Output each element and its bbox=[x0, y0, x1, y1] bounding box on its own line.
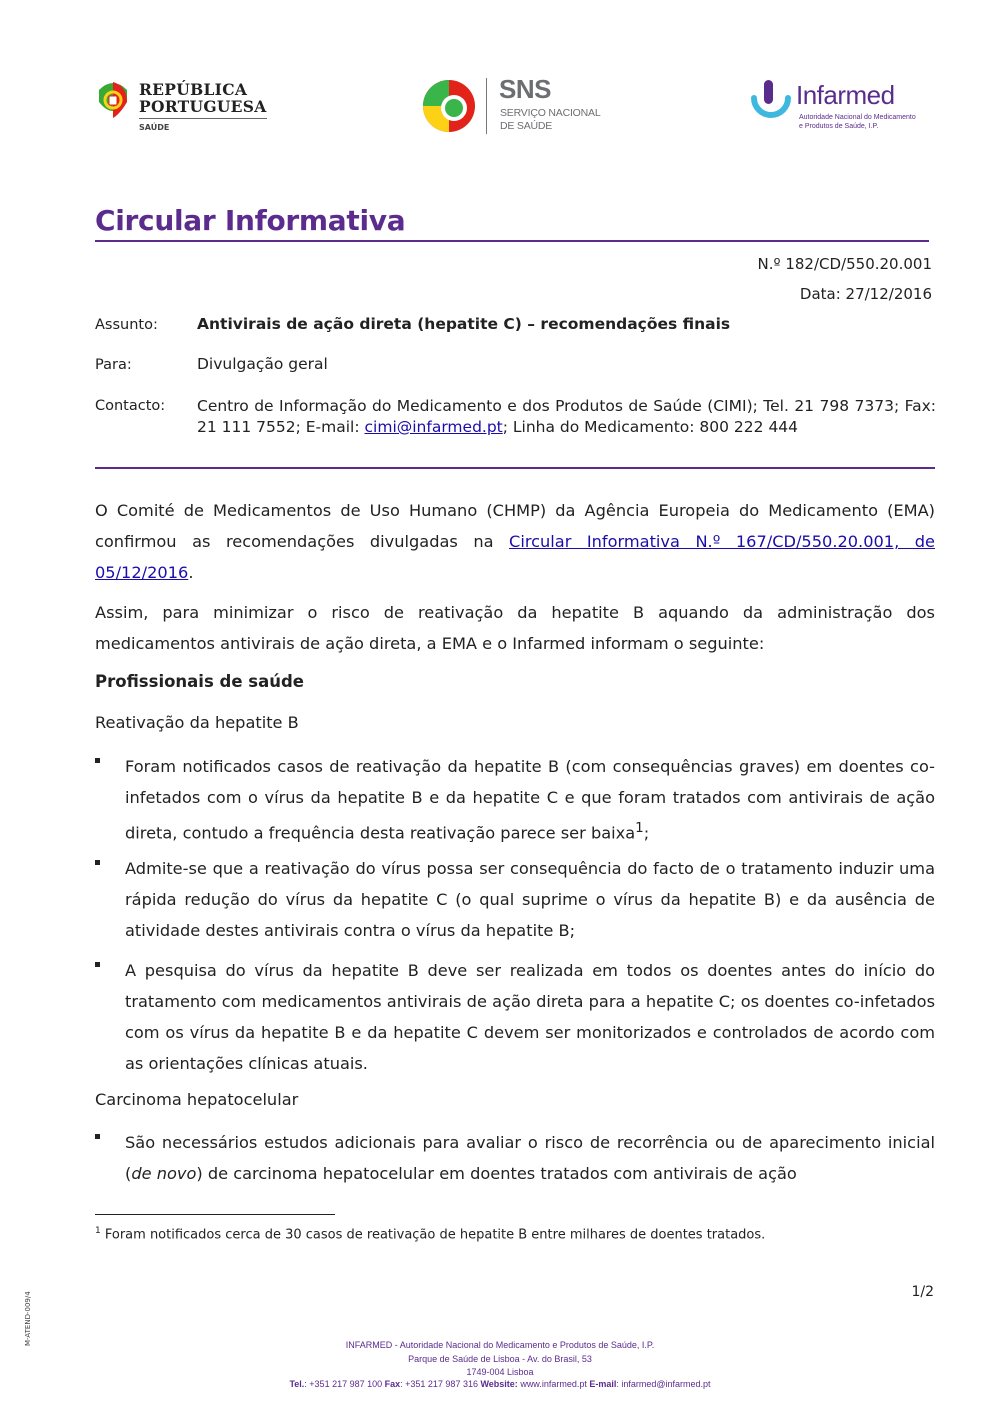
footer-email[interactable]: : infarmed@infarmed.pt bbox=[616, 1379, 711, 1389]
paragraph-1-text: O Comité de Medicamentos de Uso Humano (CHMP) da Agência Europeia do Medicamento (EMA) confirmou as recomendações divulgadas na bbox=[95, 501, 935, 551]
para-label: Para: bbox=[95, 357, 132, 373]
rp-divider bbox=[139, 118, 267, 119]
bullet-4-italic: de novo bbox=[131, 1164, 197, 1183]
contacto-text: Centro de Informação do Medicamento e dos Produtos de Saúde (CIMI); Tel. 21 798 7373; Fax: 21 111 7552; E-mail: bbox=[197, 397, 936, 436]
bullet-4-text: São necessários estudos adicionais para avaliar o risco de recorrência ou de aparecimento inicial ( bbox=[125, 1133, 935, 1183]
sns-logo bbox=[421, 76, 611, 136]
footer-website[interactable]: www.infarmed.pt bbox=[517, 1379, 590, 1389]
footer-line-1: INFARMED - Autoridade Nacional do Medicamento e Produtos de Saúde, I.P. bbox=[345, 1340, 655, 1350]
bullet-2-text: Admite-se que a reativação do vírus possa ser consequência do facto de o tratamento induzir uma rápida redução do vírus da hepatite C (o qual suprime o vírus da hepatite B) e da ausência de atividade destes antivirais contra o vírus da hepatite B; bbox=[125, 859, 935, 940]
sns-emblem-icon bbox=[421, 78, 477, 134]
page-number: 1/2 bbox=[911, 1284, 934, 1300]
subheading-carcinoma: Carcinoma hepatocelular bbox=[95, 1090, 299, 1109]
meta-divider bbox=[95, 467, 935, 469]
rp-line2: PORTUGUESA bbox=[139, 97, 267, 116]
circular-167-link[interactable]: Circular Informativa N.º 167/CD/550.20.001, de 05/12/2016 bbox=[95, 532, 935, 582]
paragraph-2: Assim, para minimizar o risco de reativação da hepatite B aquando da administração dos medicamentos antivirais de ação direta, a EMA e o Infarmed informam o seguinte: bbox=[95, 603, 935, 653]
portugal-coat-of-arms-icon bbox=[95, 80, 131, 120]
infarmed-subtitle-1: Autoridade Nacional do Medicamento bbox=[799, 114, 916, 121]
rp-saude-label: SAÚDE bbox=[139, 123, 170, 132]
document-title: Circular Informativa bbox=[95, 204, 406, 237]
infarmed-subtitle-2: e Produtos de Saúde, I.P. bbox=[799, 123, 879, 130]
footer-line-2: Parque de Saúde de Lisboa - Av. do Brasil, 53 bbox=[408, 1354, 592, 1364]
bullet-icon bbox=[95, 860, 100, 865]
footer-fax: : +351 217 987 316 bbox=[400, 1379, 481, 1389]
republica-portuguesa-logo bbox=[95, 78, 270, 138]
bullet-icon bbox=[95, 1134, 100, 1139]
list-item-text bbox=[125, 1127, 935, 1189]
footer-web-label: Website: bbox=[480, 1379, 518, 1389]
title-divider bbox=[95, 240, 929, 242]
sns-line1: SERVIÇO NACIONAL bbox=[500, 107, 601, 119]
list-item-text bbox=[125, 751, 935, 848]
sns-divider bbox=[486, 78, 487, 134]
footnote bbox=[95, 1226, 765, 1242]
footnote-ref[interactable]: 1 bbox=[635, 820, 644, 836]
subheading-reativacao: Reativação da hepatite B bbox=[95, 713, 299, 732]
footer-contacts bbox=[0, 1379, 1000, 1389]
para-value: Divulgação geral bbox=[197, 355, 328, 373]
section-heading: Profissionais de saúde bbox=[95, 672, 304, 691]
footer-tel: : +351 217 987 100 bbox=[304, 1379, 385, 1389]
footnote-mark: 1 bbox=[95, 1226, 101, 1236]
contacto-text-end: ; Linha do Medicamento: 800 222 444 bbox=[502, 418, 799, 436]
contacto-label: Contacto: bbox=[95, 398, 166, 414]
infarmed-emblem-icon bbox=[750, 78, 792, 122]
contacto-value bbox=[197, 396, 936, 438]
circular-number: N.º 182/CD/550.20.001 bbox=[757, 255, 932, 273]
assunto-label: Assunto: bbox=[95, 317, 158, 333]
bullet-icon bbox=[95, 962, 100, 967]
circular-date: Data: 27/12/2016 bbox=[799, 285, 932, 303]
bullet-4-end: ) de carcinoma hepatocelular em doentes tratados com antivirais de ação bbox=[196, 1164, 797, 1183]
footnote-text: Foram notificados cerca de 30 casos de reativação de hepatite B entre milhares de doentes tratados. bbox=[100, 1227, 766, 1243]
footnote-divider bbox=[95, 1214, 335, 1215]
bullet-3-text: A pesquisa do vírus da hepatite B deve ser realizada em todos os doentes antes do início do tratamento com medicamentos antivirais de ação direta para a hepatite C; os doentes co-infetados com os vírus da hepatite B e da hepatite C devem ser monitorizados e controlados de acordo com as orientações clínicas atuais. bbox=[125, 961, 935, 1073]
assunto-value: Antivirais de ação direta (hepatite C) – recomendações finais bbox=[197, 315, 731, 333]
sns-line2: DE SAÚDE bbox=[500, 120, 553, 132]
footer-tel-label: Tel. bbox=[289, 1379, 305, 1389]
bullet-1-text: Foram notificados casos de reativação da hepatite B (com consequências graves) em doentes co-infetados com o vírus da hepatite B e da hepatite C e que foram tratados com antivirais de ação direta, contudo a frequência desta reativação parece ser baixa bbox=[125, 757, 935, 843]
infarmed-logo bbox=[750, 76, 925, 136]
footer-email-label: E-mail bbox=[589, 1379, 617, 1389]
sns-acronym: SNS bbox=[499, 74, 551, 104]
infarmed-name: Infarmed bbox=[796, 80, 895, 110]
bullet-1-end: ; bbox=[643, 823, 650, 843]
footer-fax-label: Fax bbox=[384, 1379, 401, 1389]
paragraph-1 bbox=[95, 495, 935, 588]
form-code: M-ATEND-009/4 bbox=[24, 1291, 32, 1346]
paragraph-1-end: . bbox=[188, 563, 194, 582]
footer-line-3: 1749-004 Lisboa bbox=[466, 1367, 534, 1377]
bullet-icon bbox=[95, 758, 100, 763]
cimi-email-link[interactable]: cimi@infarmed.pt bbox=[364, 418, 503, 436]
rp-line1: REPÚBLICA bbox=[139, 80, 248, 99]
